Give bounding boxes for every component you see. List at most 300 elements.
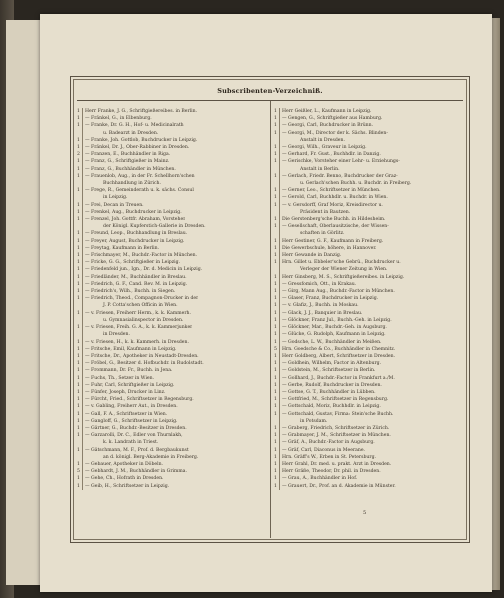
- copies-count: 1: [75, 411, 83, 418]
- subscriber-entry: — Franzen, E., Buchhändler in Riga.: [85, 152, 171, 158]
- subscriber-entry: Herr Geißler, L., Kaufmann in Leipzig.: [282, 109, 372, 114]
- copies-count: 1: [272, 295, 280, 302]
- subscriber-entry: — Gräf, Carl, Diaconus in Meerane.: [282, 447, 366, 453]
- copies-count: 1: [272, 310, 280, 317]
- subscriber-entry: Herr Grahl, Dr. med. u. prakt. Arzt in Dresden.: [282, 461, 392, 467]
- subscriber-entry: — v. Glafiz, J., Buchh. in Moskau.: [282, 303, 359, 309]
- list-item: [75, 418, 268, 425]
- subscriber-entry: — Gehe, Ch., Hofrath in Dresden.: [85, 476, 164, 482]
- subscriber-entry: — Frommann, Dr. Fr., Buchh. in Jena.: [85, 368, 173, 374]
- list-item: [75, 360, 268, 367]
- list-item: [272, 461, 465, 468]
- copies-count: 1: [75, 346, 83, 353]
- list-item: [75, 483, 268, 490]
- subscriber-entry: — Friedenfeld jun., Ign., Dr. d. Medicin in Leipzig.: [85, 267, 203, 273]
- list-item: [75, 230, 268, 237]
- copies-count: 1: [75, 396, 83, 403]
- copies-count: 1: [75, 115, 83, 122]
- list-item: [272, 439, 465, 446]
- copies-count: 1: [272, 461, 280, 468]
- list-item: [272, 137, 465, 144]
- subscriber-entry: k. k. Landrath in Triest.: [103, 440, 159, 446]
- list-item: [272, 166, 465, 173]
- copies-count: 1: [75, 375, 83, 382]
- copies-count: 1: [272, 317, 280, 324]
- list-item: [272, 324, 465, 331]
- subscriber-entry: Hrn. Gräff's W., Erben in St. Petersburg.: [282, 454, 376, 460]
- left-column: [75, 108, 268, 490]
- subscriber-entry: — Gengen, G., Schriftgießer aus Hamburg.: [282, 116, 383, 122]
- copies-count: 1: [272, 353, 280, 360]
- subscriber-entry: — v. Friesen, Freih. G. A., k. k. Kammerjunker: [85, 325, 193, 331]
- subscriber-entry: — Frenzel, Joh. Gottfr. Abraham, Vorsteher: [85, 217, 186, 223]
- copies-count: 1: [272, 151, 280, 158]
- subscriber-entry: Herr Goldberg, Albert, Schriftsetzer in Dresden.: [282, 353, 396, 359]
- copies-count: 1: [75, 108, 83, 115]
- list-item: [272, 130, 465, 137]
- subscriber-entry: — Gottschald, Gustav, Firma: Stein'sche Buchh.: [282, 411, 394, 417]
- subscriber-entry: Die Gerstenberg'sche Buchh. in Hildesheim.: [282, 217, 386, 223]
- subscriber-entry: — Gesellschaft, Oberlausitzische, der Wissen-: [282, 224, 389, 230]
- copies-count: 1: [75, 216, 83, 223]
- list-item: [272, 425, 465, 432]
- copies-count: 1: [272, 281, 280, 288]
- list-item: [75, 403, 268, 410]
- list-item: [75, 144, 268, 151]
- list-item: [75, 425, 268, 432]
- copies-count: [272, 166, 280, 173]
- list-item: [75, 158, 268, 165]
- list-item: [272, 230, 465, 237]
- copies-count: [75, 180, 83, 187]
- copies-count: 1: [75, 418, 83, 425]
- copies-count: 1: [75, 288, 83, 295]
- copies-count: 1: [75, 230, 83, 237]
- list-item: [272, 274, 465, 281]
- subscriber-entry: — v. Gabling, Freiherr Aut., in Dresden.: [85, 404, 178, 410]
- subscriber-entry: — Freyer, August, Buchdrucker in Leipzig.: [85, 238, 185, 244]
- subscriber-entry: Herr Gestiner, G. F., Kaufmann in Freiberg.: [282, 238, 384, 244]
- list-item: [272, 396, 465, 403]
- copies-count: 1: [75, 158, 83, 165]
- list-item: [272, 468, 465, 475]
- copies-count: 1: [75, 389, 83, 396]
- copies-count: [272, 137, 280, 144]
- subscriber-entry: — Grauert, Dr., Prof. an d. Akademie in Münster.: [282, 483, 396, 489]
- subscriber-entry: — Fürcht, Fried., Schriftsetzer in Regensburg.: [85, 397, 194, 403]
- list-item: [272, 266, 465, 273]
- copies-count: 1: [75, 461, 83, 468]
- subscriber-entry: — Gebauer, Apotheker in Döbeln.: [85, 461, 163, 467]
- copies-count: 1: [75, 360, 83, 367]
- list-item: [272, 389, 465, 396]
- list-item: [75, 295, 268, 302]
- subscriber-entry: — Franz, G., Buchhändler in München.: [85, 166, 176, 172]
- list-item: [75, 447, 268, 454]
- subscriber-entry: — Grabmayer, J. M., Schriftsetzer in München.: [282, 433, 391, 439]
- list-item: [272, 367, 465, 374]
- subscriber-entry: — Goldhein, Wilhelm, Factor in Altenburg.: [282, 361, 382, 367]
- copies-count: [272, 180, 280, 187]
- list-item: [272, 331, 465, 338]
- copies-count: 1: [75, 403, 83, 410]
- subscriber-entry: — Gerischke, Vorsteher einer Lehr- u. Erziehungs-: [282, 159, 400, 165]
- subscriber-entry: — Gärtner, G., Buchdr.-Besitzer in Dresden.: [85, 425, 187, 431]
- copies-count: [75, 439, 83, 446]
- copies-count: 5: [75, 468, 83, 475]
- copies-count: 1: [75, 353, 83, 360]
- copies-count: [272, 209, 280, 216]
- right-column: [272, 108, 465, 490]
- subscriber-entry: u. Badearzt in Dresden.: [103, 130, 159, 136]
- subscriber-entry: Herr Gewande in Danzig.: [282, 253, 342, 259]
- subscriber-entry: — Freund, Leop., Buchhandlung in Breslau.: [85, 231, 188, 237]
- copies-count: [75, 223, 83, 230]
- subscriber-entry: — Godsche, L. W., Buchhändler in Meißen.: [282, 339, 382, 345]
- subscriber-entry: — Freytag, Kaufmann in Berlin.: [85, 245, 160, 251]
- subscriber-entry: — Gätschmann, M. F., Prof. d. Bergbaukunst: [85, 447, 189, 453]
- copies-count: 1: [272, 144, 280, 151]
- copies-count: 1: [75, 245, 83, 252]
- subscriber-entry: — Fünfer, Joseph, Drucker in Linz.: [85, 389, 166, 395]
- list-item: [272, 194, 465, 201]
- copies-count: 1: [75, 166, 83, 173]
- subscriber-entry: — Glöckner, Franz Jul., Buchh.-Geh. in Leipzig.: [282, 317, 392, 323]
- copies-count: 1: [75, 238, 83, 245]
- subscriber-entry: — Fuchs, Th., Setzer in Wien.: [85, 375, 155, 381]
- copies-count: 1: [272, 108, 280, 115]
- copies-count: 1: [75, 425, 83, 432]
- list-item: [75, 122, 268, 129]
- copies-count: 1: [75, 266, 83, 273]
- copies-count: 1: [75, 144, 83, 151]
- subscriber-entry: — Georgi, M., Director der k. Sächs. Blinden-: [282, 130, 388, 136]
- subscriber-entry: Die Gewerbschule, höhere, in Hannover.: [282, 245, 377, 251]
- copies-count: [75, 194, 83, 201]
- copies-count: 1: [272, 122, 280, 129]
- list-item: [272, 375, 465, 382]
- list-item: [75, 317, 268, 324]
- list-item: [75, 166, 268, 173]
- copies-count: 1: [272, 331, 280, 338]
- list-item: [272, 252, 465, 259]
- list-item: [75, 468, 268, 475]
- subscriber-entry: — Girg, Mann Aug., Buchdr.-Factor in München.: [282, 289, 395, 295]
- copies-count: 1: [272, 324, 280, 331]
- copies-count: 1: [75, 295, 83, 302]
- subscriber-entry: — Frege, R., Gemeinderath u. k. sächs. Consul: [85, 188, 194, 194]
- subscriber-entry: — Georgi, Wilh., Graveur in Leipzig.: [282, 145, 367, 151]
- list-item: [272, 288, 465, 295]
- list-item: [272, 216, 465, 223]
- subscriber-entry: — Franke, Joh. Gottlob, Buchdrucker in Leipzig.: [85, 137, 198, 143]
- list-item: [272, 144, 465, 151]
- subscriber-entry: Herr Franke, J. G., Schriftgießereibes. in Berlin.: [85, 109, 198, 114]
- copies-count: 1: [75, 173, 83, 180]
- copies-count: 1: [272, 403, 280, 410]
- copies-count: 1: [272, 187, 280, 194]
- subscriber-entry: — Glücke, G. Rudolph, Kaufmann in Leipzig.: [282, 332, 386, 338]
- subscriber-entry: — Gerold, Carl, Buchhdlr. u. Buchdr. in Wien.: [282, 195, 388, 201]
- copies-count: 1: [272, 194, 280, 201]
- list-item: [75, 238, 268, 245]
- list-item: [75, 194, 268, 201]
- list-item: [75, 339, 268, 346]
- copies-count: 1: [75, 281, 83, 288]
- copies-count: 1: [272, 396, 280, 403]
- column-divider: [270, 101, 271, 538]
- list-item: [75, 187, 268, 194]
- copies-count: 1: [272, 223, 280, 230]
- list-item: [75, 245, 268, 252]
- subscriber-entry: der Königl. Kupferstich-Gallerie in Dresden.: [103, 224, 206, 230]
- copies-count: 1: [272, 245, 280, 252]
- list-item: [75, 346, 268, 353]
- subscriber-entry: — Franke, Dr. G. H., Hof- u. Medicinalrath: [85, 123, 184, 129]
- copies-count: 1: [272, 425, 280, 432]
- copies-count: [75, 331, 83, 338]
- subscriber-entry: — Gangloff, G., Schriftsetzer in Leipzig.: [85, 418, 178, 424]
- subscriber-entry: — Fröbel, G., Besitzer d. Hofbuchdr. in Rudolstadt.: [85, 361, 204, 367]
- subscriber-entry: Herr Ginsberg, M. S., Schriftgießereibes. in Leipzig.: [282, 274, 405, 280]
- list-item: [75, 302, 268, 309]
- list-item: [75, 389, 268, 396]
- list-item: [75, 266, 268, 273]
- book-page: [40, 14, 492, 592]
- list-item: [75, 281, 268, 288]
- list-item: [272, 238, 465, 245]
- copies-count: 1: [75, 209, 83, 216]
- list-item: [75, 202, 268, 209]
- list-item: [272, 339, 465, 346]
- copies-count: [272, 418, 280, 425]
- list-item: [272, 353, 465, 360]
- copies-count: 1: [272, 274, 280, 281]
- copies-count: 1: [272, 389, 280, 396]
- subscriber-entry: Anstalt in Dresden.: [300, 137, 345, 143]
- copies-count: 1: [75, 324, 83, 331]
- copies-count: 1: [75, 274, 83, 281]
- list-item: [75, 396, 268, 403]
- list-item: [75, 209, 268, 216]
- subscriber-entry: in Potsdam.: [300, 418, 328, 424]
- copies-count: 1: [75, 252, 83, 259]
- list-item: [75, 180, 268, 187]
- subscriber-entry: J. P. Cotta'schen Officin in Wien.: [103, 303, 178, 309]
- subscriber-list-frame: [70, 76, 470, 543]
- subscriber-entry: — Franz, G., Schriftgießer in Mainz.: [85, 159, 170, 165]
- subscriber-entry: — Goldstein, M., Schriftsetzer in Berlin.: [282, 368, 376, 374]
- list-item: [75, 353, 268, 360]
- list-item: [75, 288, 268, 295]
- copies-count: 1: [75, 310, 83, 317]
- subscriber-entry: — Gottse, G. T., Buchhändler in Lübben.: [282, 389, 376, 395]
- list-item: [272, 483, 465, 490]
- subscriber-entry: — Glack, J. J., Banquier in Breslau.: [282, 310, 363, 316]
- list-item: [272, 180, 465, 187]
- subscriber-entry: — Gebhardt, J. M., Buchhändler in Grimma.: [85, 469, 187, 475]
- copies-count: 1: [75, 382, 83, 389]
- list-item: [75, 461, 268, 468]
- list-item: [272, 223, 465, 230]
- list-item: [272, 151, 465, 158]
- list-item: [272, 173, 465, 180]
- list-item: [75, 223, 268, 230]
- subscriber-entry: — Friedländer, M., Buchhändler in Breslau.: [85, 274, 187, 280]
- subscriber-entry: — Georgi, Carl, Buchdrucker in Brünn.: [282, 123, 374, 129]
- list-item: [272, 411, 465, 418]
- copies-count: 1: [75, 187, 83, 194]
- list-item: [272, 115, 465, 122]
- subscriber-entry: in Dresden.: [103, 332, 130, 338]
- list-item: [75, 310, 268, 317]
- list-item: [272, 202, 465, 209]
- list-item: [272, 295, 465, 302]
- list-item: [75, 252, 268, 259]
- copies-count: 1: [272, 238, 280, 245]
- list-item: [75, 216, 268, 223]
- subscriber-entry: — Grau, A., Buchhändler in Hof.: [282, 476, 358, 482]
- subscriber-entry: — Frenkel, Aug., Buchdrucker in Leipzig.: [85, 209, 182, 215]
- list-item: [272, 158, 465, 165]
- list-item: [75, 130, 268, 137]
- copies-count: 1: [272, 288, 280, 295]
- copies-count: 1: [272, 216, 280, 223]
- copies-count: 1: [75, 475, 83, 482]
- list-item: [75, 151, 268, 158]
- list-item: [75, 331, 268, 338]
- list-item: [75, 274, 268, 281]
- list-item: [75, 259, 268, 266]
- list-item: [75, 324, 268, 331]
- subscriber-entry: an d. königl. Berg-Akademie in Freiberg.: [103, 454, 199, 460]
- copies-count: [272, 230, 280, 237]
- subscriber-entry: — Fuhr, Carl, Schriftgießer in Leipzig.: [85, 382, 175, 388]
- list-item: [272, 382, 465, 389]
- list-item: [272, 346, 465, 353]
- subscriber-entry: — Fritsche, Dr., Apotheker in Neustadt-Dresden.: [85, 353, 199, 359]
- list-item: [272, 310, 465, 317]
- subscriber-entry: — Gerbe, Rudolf, Buchdrucker in Dresden.: [282, 382, 382, 388]
- subscriber-entry: — Gräf, A., Buchdr.-Factor in Augsburg.: [282, 440, 375, 446]
- subscriber-entry: — Fränkel, G., in Elbenburg.: [85, 116, 152, 122]
- subscriber-entry: — Gerlach, Friedr. Benno, Buchdrucker der Graz-: [282, 173, 398, 179]
- subscriber-entry: — v. Friesen, Freiherr Herm., k. k. Kammerh.: [85, 310, 191, 316]
- list-item: [272, 432, 465, 439]
- list-item: [272, 447, 465, 454]
- list-item: [272, 317, 465, 324]
- subscriber-entry: — Glaser, Franz, Buchdrucker in Leipzig.: [282, 296, 379, 302]
- subscriber-entry: — Friedrich's, Wilh., Buchh. in Siegen.: [85, 289, 176, 295]
- subscriber-entry: u. Gymnasialinspector in Dresden.: [103, 317, 184, 323]
- copies-count: 1: [272, 339, 280, 346]
- copies-count: 1: [272, 468, 280, 475]
- copies-count: [75, 130, 83, 137]
- copies-count: 1: [272, 432, 280, 439]
- list-item: [75, 411, 268, 418]
- subscriber-entry: — Gerner, Leo., Schriftsetzer in München.: [282, 188, 381, 194]
- subscriber-entry: — Gressfomich, Ott., in Krakau.: [282, 281, 357, 287]
- copies-count: 1: [75, 122, 83, 129]
- subscriber-entry: — Frauenlob, Aug., in der Fr. Schellhorn'schen: [85, 173, 195, 179]
- copies-count: 1: [75, 432, 83, 439]
- subscriber-entry: — Gall, F. A., Schriftsetzer in Wien.: [85, 411, 168, 417]
- list-item: [272, 187, 465, 194]
- subscriber-entry: Hrn. Goedsche & Co., Buchhändler in Chemnitz.: [282, 346, 396, 352]
- subscriber-entry: — v. Gersdorff, Graf Moriz, Kreisdirector u.: [282, 202, 383, 208]
- copies-count: 1: [272, 454, 280, 461]
- copies-count: 1: [272, 367, 280, 374]
- copies-count: 1: [272, 475, 280, 482]
- copies-count: 1: [272, 439, 280, 446]
- copies-count: [75, 454, 83, 461]
- copies-count: 1: [272, 158, 280, 165]
- copies-count: 1: [75, 202, 83, 209]
- copies-count: 1: [75, 137, 83, 144]
- list-item: [75, 439, 268, 446]
- list-item: [75, 137, 268, 144]
- subscriber-entry: — Gottschald, Moriz, Buchhdlr. in Leipzig.: [282, 404, 381, 410]
- subscriber-entry: Anstalt in Berlin.: [300, 166, 340, 172]
- subscriber-entry: Verleger der Wiener Zeitung in Wien.: [300, 267, 388, 273]
- list-item: [272, 245, 465, 252]
- list-item: [272, 418, 465, 425]
- list-item: [272, 454, 465, 461]
- copies-count: 1: [272, 202, 280, 209]
- list-item: [75, 475, 268, 482]
- copies-count: 1: [272, 259, 280, 266]
- list-item: [75, 367, 268, 374]
- list-item: [272, 360, 465, 367]
- subscriber-entry: — Graberg, Friedrich, Schriftsetzer in Zürich.: [282, 425, 390, 431]
- subscriber-entry: Hrn. Gillet u. Ebbeler'sche Gebrü., Buchdrucker u.: [282, 260, 401, 266]
- list-item: [272, 209, 465, 216]
- copies-count: [75, 302, 83, 309]
- subscriber-entry: — Friedrich, G. F., Cand. Rev. M. in Leipzig.: [85, 281, 188, 287]
- subscriber-entry: u. Gerlach'schen Buchh. u. Buchdr. in Freiberg.: [300, 181, 412, 187]
- subscriber-entry: — Fränkel, Dr. J., Ober-Rabbiner in Dresden.: [85, 145, 190, 151]
- list-item: [272, 122, 465, 129]
- copies-count: 1: [272, 252, 280, 259]
- list-item: [272, 108, 465, 115]
- copies-count: 1: [75, 339, 83, 346]
- subscriber-entry: schaften in Görlitz.: [300, 231, 345, 237]
- copies-count: 1: [272, 382, 280, 389]
- subscriber-entry: — Gottfried, M., Schriftsetzer in Regensburg.: [282, 397, 389, 403]
- copies-count: 1: [75, 367, 83, 374]
- copies-count: 1: [272, 173, 280, 180]
- page-number: 5: [363, 510, 367, 516]
- list-item: [75, 432, 268, 439]
- subscriber-entry: in Leipzig.: [103, 195, 128, 201]
- subscriber-entry: — Frei, Decan in Treuen.: [85, 202, 144, 208]
- list-item: [272, 302, 465, 309]
- list-item: [272, 281, 465, 288]
- subscriber-entry: Buchhandlung in Zürich.: [103, 181, 161, 187]
- list-item: [75, 115, 268, 122]
- copies-count: 1: [272, 375, 280, 382]
- copies-count: 1: [272, 130, 280, 137]
- subscriber-entry: Herr Gräße, Theodor, Dr. phil. in Dresden.: [282, 469, 381, 475]
- list-item: [75, 382, 268, 389]
- copies-count: 1: [75, 483, 83, 490]
- subscriber-entry: — Frischmayer, M., Buchdr.-Factor in München.: [85, 253, 198, 259]
- subscriber-entry: — Geib, H., Schriftsetzer in Leipzig.: [85, 483, 170, 489]
- subscriber-entry: — Fricke, G. G., Schriftgießer in Leipzig.: [85, 260, 181, 266]
- list-item: [75, 454, 268, 461]
- copies-count: 1: [272, 302, 280, 309]
- list-item: [75, 375, 268, 382]
